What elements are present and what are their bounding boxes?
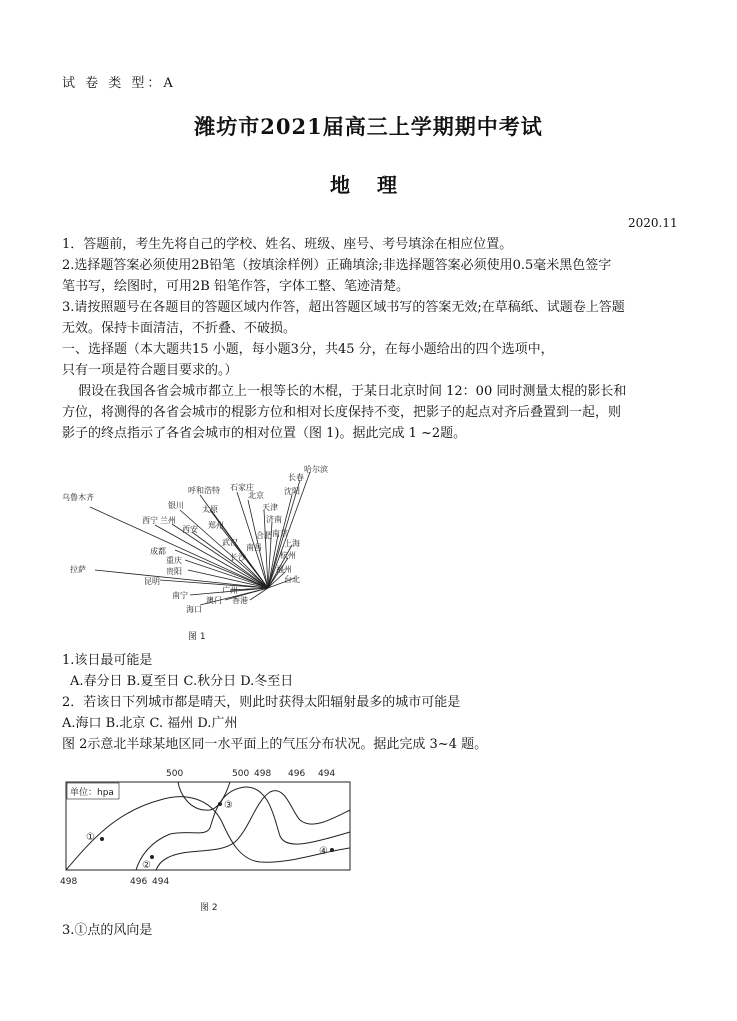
point-1 (100, 837, 104, 841)
instruction-3: 3.请按照题号在各题目的答题区域内作答，超出答题区域书写的答案无效;在草稿纸、试题卷上答题 (62, 300, 625, 315)
figure-2-intro: 图 2示意北半球某地区同一水平面上的气压分布状况。据此完成 3~4 题。 (62, 737, 488, 752)
isobar-label: 498 (60, 877, 78, 887)
question-1-stem: 1.该日最可能是 (62, 653, 153, 668)
city-label: 哈尔滨 (304, 465, 328, 474)
intro-line-2: 方位，将测得的各省会城市的棍影方位和相对长度保持不变，把影子的起点对齐后叠置到一起，则 (62, 405, 622, 420)
city-label: 广州 (222, 586, 238, 595)
isobar-label: 496 (130, 877, 148, 887)
point-label: ② (142, 860, 151, 871)
city-label: 郑州 (208, 521, 224, 530)
question-2-options: A.海口 B.北京 C. 福州 D.广州 (62, 716, 238, 731)
isobar-494 (156, 791, 350, 870)
city-label: 台北 (284, 575, 300, 584)
figure-2-isobar-map (60, 762, 360, 922)
question-1-options: A.春分日 B.夏至日 C.秋分日 D.冬至日 (70, 674, 294, 689)
city-label: 南京 (272, 529, 288, 538)
point-label: ④ (319, 846, 328, 857)
point-3 (218, 802, 222, 806)
city-label: 北京 (248, 491, 264, 500)
question-2-stem: 2．若该日下列城市都是晴天，则此时获得太阳辐射最多的城市可能是 (62, 695, 461, 710)
intro-line-3: 影子的终点指示了各省会城市的相对位置（图 1)。据此完成 1 ~2题。 (62, 426, 467, 441)
city-label: 银川 (168, 501, 184, 510)
isobar-label: 494 (152, 877, 170, 887)
city-label: 乌鲁木齐 (62, 493, 94, 502)
isobar-label: 494 (318, 769, 336, 779)
section-heading-cont: 只有一项是符合题目要求的。） (62, 363, 238, 378)
figure-1-shadow-diagram (60, 450, 350, 645)
instruction-1: 1．答题前，考生先将自己的学校、姓名、班级、座号、考号填涂在相应位置。 (62, 237, 513, 252)
unit-label: 单位：hpa (70, 788, 114, 798)
city-label: 石家庄 (230, 483, 254, 492)
city-label: 成都 (150, 547, 166, 556)
point-label: ③ (224, 800, 233, 811)
doc-type: 试 卷 类 型：A (62, 76, 176, 91)
question-3-stem: 3.①点的风向是 (62, 923, 153, 938)
city-label: 济南 (266, 515, 282, 524)
city-label: 香港 (232, 596, 248, 605)
city-label: 兰州 (160, 516, 176, 525)
city-label: 澳门 (206, 596, 222, 605)
city-label: 西安 (182, 525, 198, 534)
isobar-label: 496 (288, 769, 306, 779)
figure-2-caption: 图 2 (200, 903, 218, 913)
instruction-3-cont: 无效。保持卡面清洁，不折叠、不破损。 (62, 321, 297, 336)
point-label: ① (86, 832, 95, 843)
city-label: 南宁 (172, 591, 188, 600)
figure-1-caption: 图 1 (188, 632, 206, 642)
isobar-label: 498 (254, 769, 272, 779)
point-2 (150, 855, 154, 859)
intro-line-1: 假设在我国各省会城市都立上一根等长的木棍，于某日北京时间 12：00 同时测量太棍的影长和 (78, 384, 627, 399)
city-label: 海口 (186, 605, 202, 614)
instruction-2-cont: 笔书写，绘图时，可用2B 铅笔作答，字体工整、笔迹清楚。 (62, 279, 409, 294)
instruction-2: 2.选择题答案必须使用2B铅笔（按填涂样例）正确填涂;非选择题答案必须使用0.5毫米黑色签字 (62, 258, 612, 273)
isobar-label: 500 (166, 769, 184, 779)
section-heading: 一、选择题（本大题共15 小题，每小题3分，共45 分，在每小题给出的四个选项中， (62, 342, 554, 357)
subject-title: 地 理 (330, 173, 407, 197)
city-label: 太原 (202, 505, 218, 514)
city-label: 长春 (288, 473, 304, 482)
city-label: 呼和浩特 (188, 486, 220, 495)
city-label: 武汉 (222, 538, 238, 547)
city-label: 重庆 (166, 556, 182, 565)
city-label: 沈阳 (284, 487, 300, 496)
city-label: 上海 (284, 539, 300, 548)
city-label: 贵阳 (166, 567, 182, 576)
city-label: 西宁 (142, 516, 158, 525)
exam-title: 潍坊市2021届高三上学期期中考试 (194, 114, 543, 139)
point-4 (330, 848, 334, 852)
city-label: 合肥 (256, 531, 272, 540)
isobar-498 (66, 797, 350, 870)
city-label: 南昌 (246, 543, 262, 552)
city-label: 福州 (276, 565, 292, 574)
city-label: 天津 (262, 503, 278, 512)
city-label: 杭州 (280, 551, 296, 560)
city-label: 长沙 (230, 553, 246, 562)
city-label: 昆明 (144, 577, 160, 586)
isobar-label: 500 (232, 769, 250, 779)
city-label: 拉萨 (70, 565, 86, 574)
isobar-500 (178, 782, 230, 810)
exam-date: 2020.11 (628, 216, 678, 230)
